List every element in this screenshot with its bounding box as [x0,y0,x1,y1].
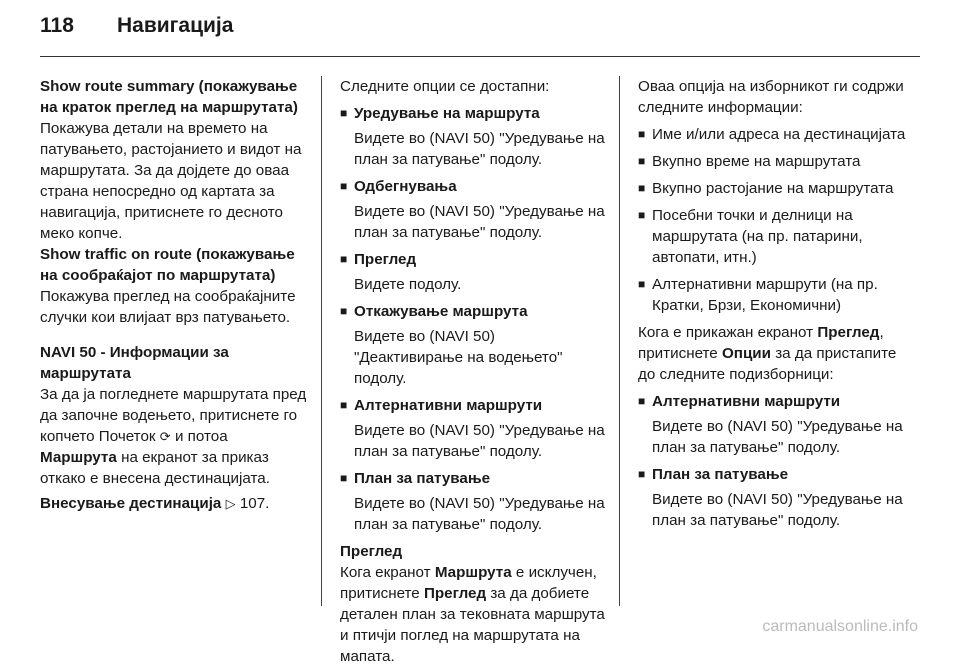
column-left [40,76,308,514]
header-rule [40,56,920,57]
info-bullet: ■ Вкупно време на маршрутата [638,151,910,172]
start-icon: ⟳ [159,429,171,444]
navi-heading: NAVI 50 - Информации за маршрутата [40,344,229,382]
column-separator [619,76,620,606]
option-item: ■ Одбегнувања Видете во (NAVI 50) "Уредување на план за патување" подолу. [340,176,608,243]
info-bullet: ■ Алтернативни маршрути (на пр. Кратки, Брзи, Економични) [638,274,910,316]
summary-body: Покажува детали на времето на патувањето, растојанието и видот на маршрутата. За да дојдете до оваа страна непосредно од картата за навигација, притиснете го десното меко копче. [40,120,302,242]
overview-body: Кога екранот Маршрута е исклучен, притиснете Преглед за да добиете детален план за тековната маршрута и птичји поглед на маршрутата на мапата. [340,564,605,665]
section-title: Навигација [117,14,234,37]
submenu-item: ■ План за патување Видете во (NAVI 50) "Уредување на план за патување" подолу. [638,464,910,531]
column-separator [321,76,322,606]
traffic-body: Покажува преглед на сообраќајните случки кои влијаат врз патувањето. [40,288,296,326]
submenu-item: ■ Алтернативни маршрути Видете во (NAVI 50) "Уредување на план за патување" подолу. [638,391,910,458]
page-header [40,14,233,54]
watermark: carmanualsonline.info [762,618,918,635]
arrow-right-icon: ▷ [225,496,236,511]
info-bullet: ■ Име и/или адреса на дестинацијата [638,124,910,145]
column-middle [340,76,608,667]
navi-body: За да ја погледнете маршрутата пред да започне водењето, притиснете го копчето Почеток ⟳ и потоа Маршрута на екранот за приказ откако е внесена дестинацијата. [40,386,307,487]
options-intro: Следните опции се достапни: [340,78,550,95]
info-intro: Оваа опција на изборникот ги содржи следните информации: [638,78,904,116]
page-number: 118 [40,14,74,37]
option-item: ■ Преглед Видете подолу. [340,249,608,295]
overview-heading: Преглед [340,543,403,560]
destination-reference: Внесување дестинација ▷ 107. [40,495,270,512]
option-item: ■ Алтернативни маршрути Видете во (NAVI 50) "Уредување на план за патување" подолу. [340,395,608,462]
info-bullet: ■ Посебни точки и делници на маршрутата (на пр. патарини, автопати, итн.) [638,205,910,268]
traffic-heading: Show traffic on route (покажување на сообраќајот по маршрутата) [40,246,295,284]
overview-options-paragraph: Кога е прикажан екранот Преглед, притиснете Опции за да пристапите до следните подизборници: [638,324,897,383]
column-right [638,76,910,535]
info-bullet: ■ Вкупно растојание на маршрутата [638,178,910,199]
option-item: ■ Откажување маршрута Видете во (NAVI 50) "Деактивирање на водењето" подолу. [340,301,608,389]
option-item: ■ Уредување на маршрута Видете во (NAVI 50) "Уредување на план за патување" подолу. [340,103,608,170]
summary-heading: Show route summary (покажување на краток преглед на маршрутата) [40,78,298,116]
option-item: ■ План за патување Видете во (NAVI 50) "Уредување на план за патување" подолу. [340,468,608,535]
